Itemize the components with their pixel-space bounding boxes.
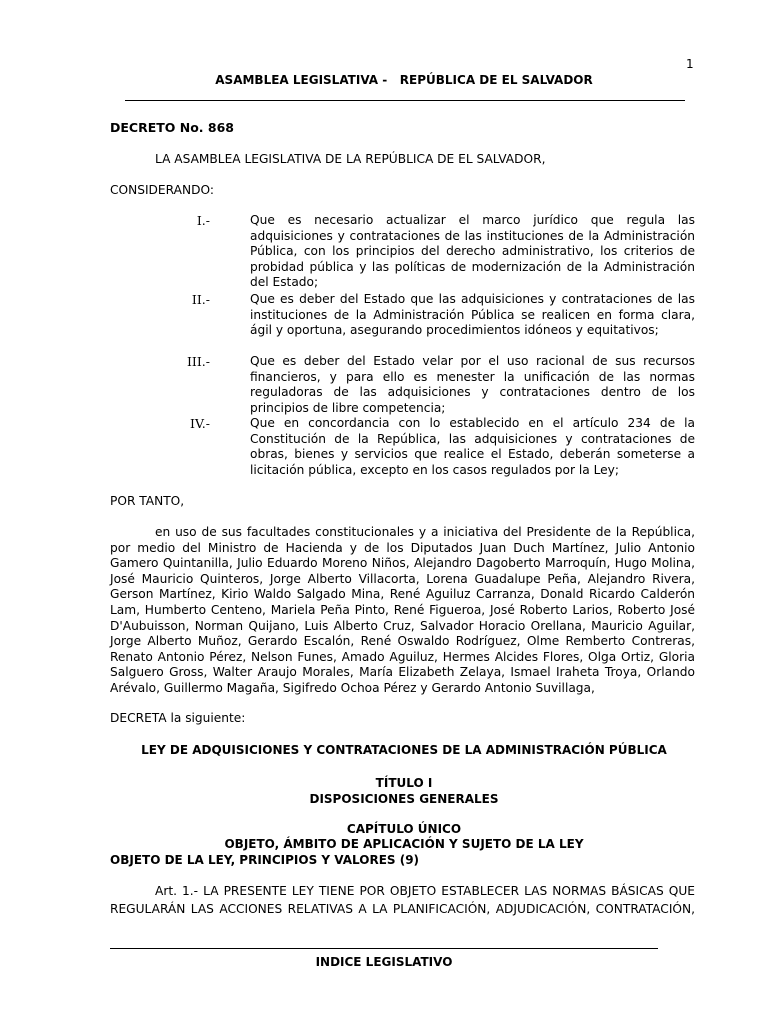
footer-rule: [110, 948, 658, 949]
law-title: LEY DE ADQUISICIONES Y CONTRATACIONES DE LA ADMINISTRACIÓN PÚBLICA: [141, 743, 667, 757]
clause-number: II.-: [191, 292, 210, 307]
clause-text: Que es necesario actualizar el marco jurídico que regula las adquisiciones y contrataciones de las instituciones de la Administración Pública, con los principios del derecho administrativo, los criterios de probidad pública y las políticas de modernización de la Administración del Estado;: [250, 213, 695, 290]
title-heading: TÍTULO I: [375, 776, 433, 790]
clause-text: Que es deber del Estado que las adquisiciones y contrataciones de las instituciones de la Administración Pública se realicen en forma clara, ágil y oportuna, asegurando procedimientos idóneos y equitativos;: [250, 292, 695, 338]
article-1: Art. 1.- LA PRESENTE LEY TIENE POR OBJETO ESTABLECER LAS NORMAS BÁSICAS QUE REGULARÁN LAS ACCIONES RELATIVAS A LA PLANIFICACIÓN, ADJUDICACIÓN, CONTRATACIÓN,: [110, 884, 695, 916]
clause-number: I.-: [196, 213, 210, 228]
considerando-label: CONSIDERANDO:: [110, 183, 214, 197]
clause-text: Que es deber del Estado velar por el uso racional de sus recursos financieros, y para ello es menester la unificación de las normas reguladoras de las adquisiciones y contrataciones dentro de los principios de libre competencia;: [250, 354, 695, 415]
page-number: 1: [686, 57, 694, 71]
clause-number: III.-: [186, 354, 210, 369]
decree-number: DECRETO No. 868: [110, 120, 234, 135]
header-title: ASAMBLEA LEGISLATIVA - REPÚBLICA DE EL SALVADOR: [215, 73, 593, 87]
clause-number: IV.-: [190, 416, 210, 431]
clause-text: Que en concordancia con lo establecido en el artículo 234 de la Constitución de la República, las adquisiciones y contrataciones de obras, bienes y servicios que realice el Estado, deberán someterse a licitación pública, excepto en los casos regulados por la Ley;: [250, 416, 695, 477]
title-subheading: DISPOSICIONES GENERALES: [309, 792, 499, 806]
section-heading: OBJETO DE LA LEY, PRINCIPIOS Y VALORES (9): [110, 853, 420, 867]
footer-title: INDICE LEGISLATIVO: [315, 955, 453, 969]
intro-line: LA ASAMBLEA LEGISLATIVA DE LA REPÚBLICA DE EL SALVADOR,: [155, 152, 546, 166]
chapter-heading: CAPÍTULO ÚNICO: [346, 822, 462, 836]
por-tanto-label: POR TANTO,: [110, 494, 185, 508]
chapter-subheading: OBJETO, ÁMBITO DE APLICACIÓN Y SUJETO DE LA LEY: [224, 837, 584, 851]
sponsors-paragraph: en uso de sus facultades constitucionales y a iniciativa del Presidente de la República, por medio del Ministro de Hacienda y de los Diputados Juan Duch Martínez, Julio Antonio Gamero Quintanilla, Julio Eduardo Moreno Niños, Alejandro Dagoberto Marroquín, Hugo Molina, José Mauricio Quinteros, Jorge Alberto Villacorta, Lorena Guadalupe Peña, Alejandro Rivera, Gerson Martínez, Kirio Waldo Salgado Mina, René Aguiluz Carranza, Donald Ricardo Calderón Lam, Humberto Centeno, Mariela Peña Pinto, René Figueroa, José Roberto Larios, Roberto José D'Aubuisson, Norman Quijano, Luis Alberto Cruz, Salvador Horacio Orellana, Mauricio Aguilar, Jorge Alberto Muñoz, Gerardo Escalón, René Oswaldo Rodríguez, Olme Remberto Contreras, Renato Antonio Pérez, Nelson Funes, Amado Aguiluz, Hermes Alcides Flores, Olga Ortiz, Gloria Salguero Gross, Walter Araujo Morales, María Elizabeth Zelaya, Ismael Iraheta Troya, Orlando Arévalo, Guillermo Magaña, Sigifredo Ochoa Pérez y Gerardo Antonio Suvillaga,: [110, 525, 695, 695]
header-rule: [125, 100, 685, 101]
decreta-label: DECRETA la siguiente:: [110, 711, 246, 725]
